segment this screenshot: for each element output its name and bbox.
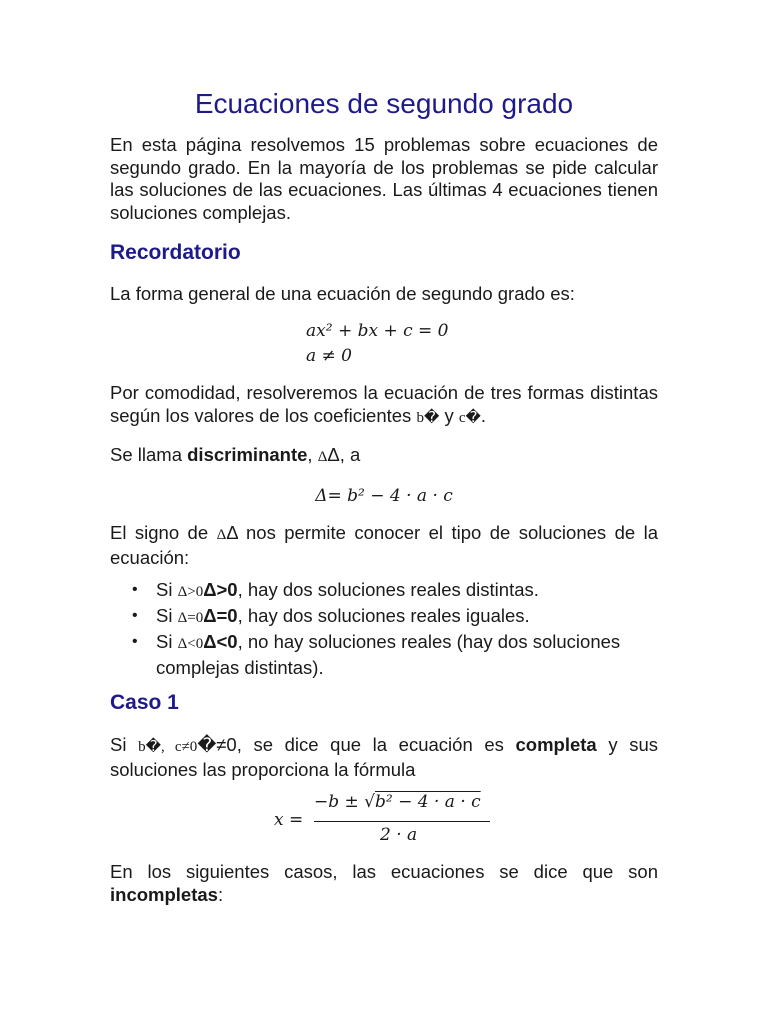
completa-end: y sus soluciones las proporciona la fórmula <box>110 734 658 780</box>
bullet-prefix: Si <box>156 631 178 652</box>
discriminante-term: discriminante <box>187 444 308 465</box>
bullet-prefix: Si <box>156 605 178 626</box>
condition-rest: �≠0 <box>197 734 237 755</box>
intro-paragraph: En esta página resolvemos 15 problemas sobre ecuaciones de segundo grado. En la mayoría de los problemas se pide calcular las soluciones de las ecuaciones. Las últimas 4 ecuaciones tienen soluciones complejas. <box>110 134 658 223</box>
bullet-condition-small: Δ>0 <box>177 584 204 600</box>
discriminant-cases-list <box>110 578 658 679</box>
formula-lhs: x = <box>274 810 304 830</box>
general-form-paragraph: La forma general de una ecuación de segundo grado es: <box>110 283 575 304</box>
section-heading-recordatorio: Recordatorio <box>110 241 241 264</box>
incompletas-paragraph <box>110 861 658 906</box>
completa-paragraph <box>110 734 658 781</box>
page-title: Ecuaciones de segundo grado <box>194 88 574 119</box>
conj-y: y <box>439 404 459 426</box>
formula-numerator <box>314 792 481 812</box>
colon: : <box>217 883 224 905</box>
bullet-text: , hay dos soluciones reales iguales. <box>237 605 530 626</box>
comodidad-paragraph <box>110 382 658 429</box>
list-item <box>110 578 658 604</box>
completa-term: completa <box>515 734 597 755</box>
formula-denominator: 2 · a <box>380 825 418 845</box>
delta-small: Δ <box>317 449 328 465</box>
comodidad-text: Por comodidad, resolveremos la ecuación de tres formas distintas según los valores de los coeficientes <box>110 382 658 426</box>
bullet-dot: • <box>132 633 138 650</box>
bullet-dot: • <box>132 607 138 624</box>
bullet-text: , hay dos soluciones reales distintas. <box>237 579 539 600</box>
bullet-condition: Δ<0 <box>203 631 238 652</box>
signo-end: nos permite conocer el tipo de soluciones de la ecuación: <box>110 522 658 568</box>
period: . <box>480 404 487 426</box>
numerator-prefix: −b ± √ <box>314 792 376 812</box>
delta-small-2: Δ <box>216 527 227 543</box>
list-item <box>110 604 658 630</box>
si-text: Si <box>110 734 139 755</box>
general-form-equation: ax² + bx + c = 0 <box>306 321 449 341</box>
fraction-bar <box>314 821 490 822</box>
bullet-condition-small: Δ<0 <box>177 636 204 652</box>
bullet-condition: Δ=0 <box>203 605 238 626</box>
bullet-dot: • <box>132 581 138 598</box>
discriminant-formula: Δ= b² − 4 · a · c <box>315 486 453 506</box>
completa-mid: , se dice que la ecuación es <box>236 734 516 755</box>
bullet-condition: Δ>0 <box>203 579 238 600</box>
coef-c: c� <box>458 409 481 426</box>
se-llama-text: Se llama <box>110 444 188 465</box>
condition-small: b�, c≠0 <box>138 739 198 755</box>
radicand: b² − 4 · a · c <box>375 792 481 812</box>
coef-b: b� <box>416 409 440 426</box>
signo-start: El signo de <box>110 522 217 543</box>
a-text: , a <box>339 444 361 465</box>
delta-symbol: Δ <box>327 444 340 465</box>
section-heading-caso-1: Caso 1 <box>110 691 179 714</box>
signo-paragraph <box>110 522 658 569</box>
quadratic-formula <box>0 788 768 852</box>
a-nonzero-condition: a ≠ 0 <box>306 346 353 366</box>
bullet-condition-small: Δ=0 <box>177 610 204 626</box>
incompletas-start: En los siguientes casos, las ecuaciones se dice que son <box>110 861 658 882</box>
list-item <box>110 630 658 679</box>
bullet-prefix: Si <box>156 579 178 600</box>
incompletas-term: incompletas <box>110 883 218 905</box>
discriminant-paragraph: Se llama discriminante, ΔΔ, a <box>110 444 361 465</box>
bullet-text: , no hay soluciones reales (hay dos soluciones complejas distintas). <box>156 631 621 678</box>
delta-symbol-2: Δ <box>226 522 238 543</box>
